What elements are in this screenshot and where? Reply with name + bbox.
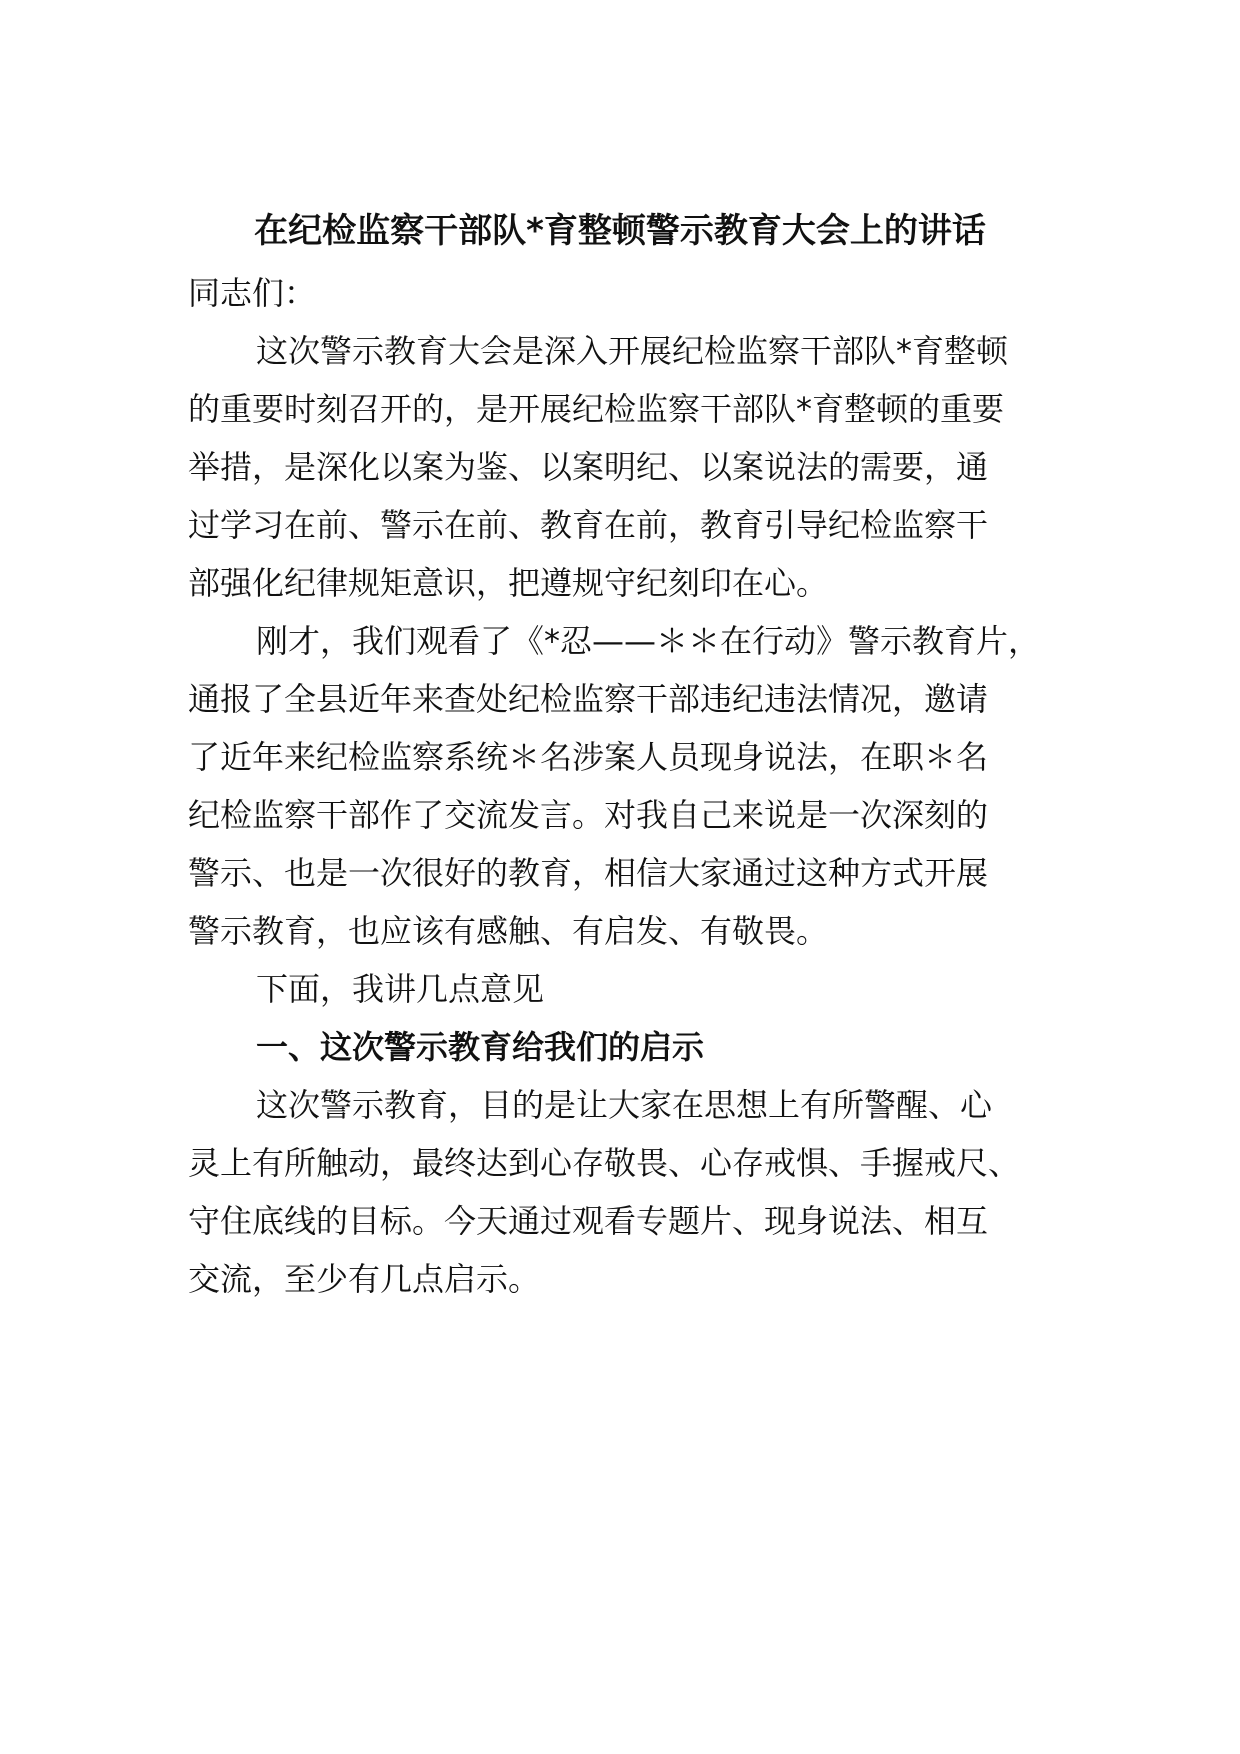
paragraph-4-line-1: 这次警示教育，目的是让大家在思想上有所警醒、心 [256, 1086, 993, 1124]
paragraph-2-line-5: 警示、也是一次很好的教育，相信大家通过这种方式开展 [188, 854, 989, 892]
paragraph-1-line-5: 部强化纪律规矩意识，把遵规守纪刻印在心。 [188, 564, 829, 602]
paragraph-1-line-2: 的重要时刻召开的，是开展纪检监察干部队*育整顿的重要 [188, 390, 1005, 428]
paragraph-2-line-1: 刚才，我们观看了《*忍——＊＊在行动》警示教育片， [256, 622, 1041, 660]
salutation: 同志们： [188, 274, 317, 312]
paragraph-3-line-1: 下面，我讲几点意见 [256, 970, 545, 1008]
section-heading-1: 一、这次警示教育给我们的启示 [256, 1028, 705, 1066]
paragraph-4-line-3: 守住底线的目标。今天通过观看专题片、现身说法、相互 [188, 1202, 989, 1240]
paragraph-4-line-4: 交流，至少有几点启示。 [188, 1260, 541, 1298]
paragraph-1-line-1: 这次警示教育大会是深入开展纪检监察干部队*育整顿 [256, 332, 1009, 370]
document-title: 在纪检监察干部队*育整顿警示教育大会上的讲话 [254, 211, 986, 251]
paragraph-2-line-3: 了近年来纪检监察系统＊名涉案人员现身说法，在职＊名 [188, 738, 989, 776]
paragraph-2-line-6: 警示教育，也应该有感触、有启发、有敬畏。 [188, 912, 829, 950]
paragraph-4-line-2: 灵上有所触动，最终达到心存敬畏、心存戒惧、手握戒尺、 [188, 1144, 1021, 1182]
paragraph-1-line-4: 过学习在前、警示在前、教育在前，教育引导纪检监察干 [188, 506, 989, 544]
paragraph-2-line-2: 通报了全县近年来查处纪检监察干部违纪违法情况，邀请 [188, 680, 989, 718]
paragraph-2-line-4: 纪检监察干部作了交流发言。对我自己来说是一次深刻的 [188, 796, 989, 834]
paragraph-1-line-3: 举措，是深化以案为鉴、以案明纪、以案说法的需要，通 [188, 448, 989, 486]
